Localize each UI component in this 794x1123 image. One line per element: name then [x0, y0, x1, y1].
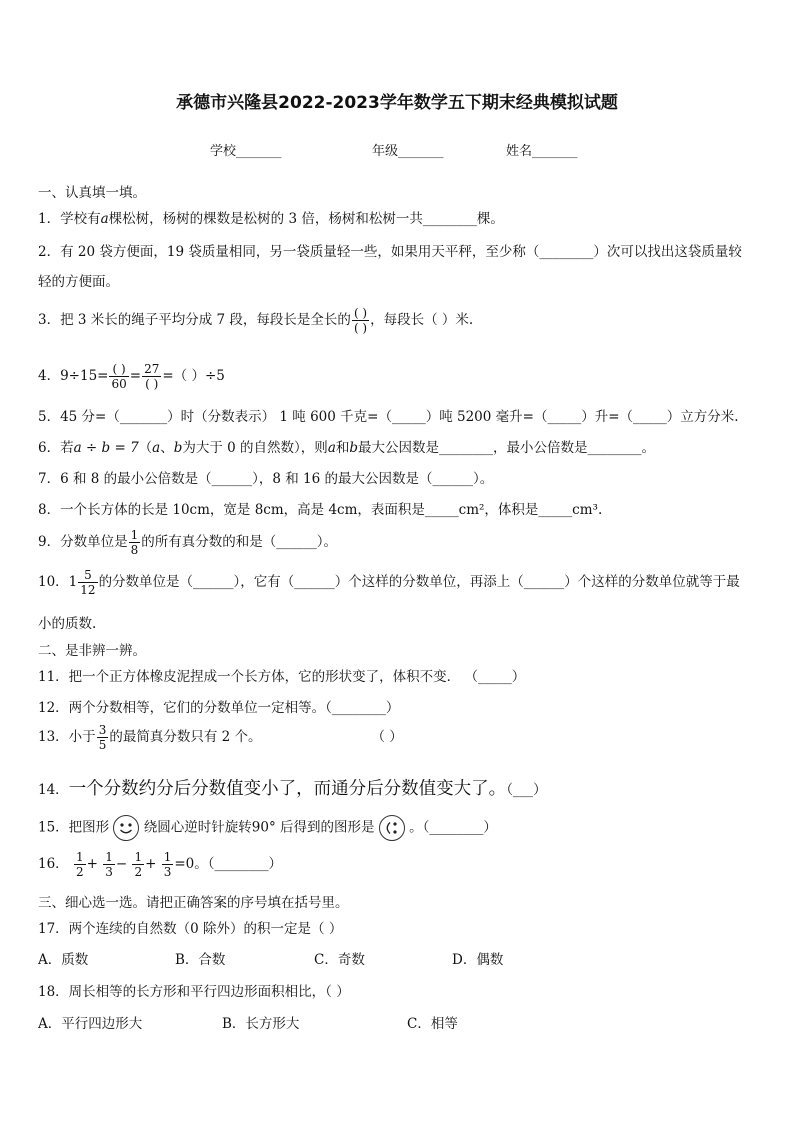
page-title: 承德市兴隆县2022-2023学年数学五下期末经典模拟试题 [176, 93, 618, 113]
fraction: $\frac{1}{3}$ [163, 850, 172, 879]
fraction: $\frac{( )}{60}$ [111, 362, 127, 391]
option-a: A．平行四边形大 [38, 1016, 143, 1032]
question-12: 12．两个分数相等，它们的分数单位一定相等。（________） [38, 700, 400, 716]
question-13: 13．小于 $\frac{3}{5}$ 的最简真分数只有 2 个。 （ ） [38, 723, 403, 752]
fraction: $\frac{1}{2}$ [134, 850, 143, 879]
fraction: $\frac{3}{5}$ [98, 723, 107, 752]
fraction: $\frac{5}{12}$ [80, 568, 96, 597]
option-c: C．相等 [407, 1016, 458, 1032]
question-16: 16． $\frac{1}{2}$ + $\frac{1}{3}$ − $\frac{1}{2}$ + $\frac{1}{3}$ =0。（________） [38, 850, 283, 879]
option-b: B．长方形大 [222, 1016, 300, 1032]
section-3-heading: 三、细心选一选。请把正确答案的序号填在括号里。 [38, 895, 349, 911]
name-field: 姓名_______ [506, 144, 578, 159]
fraction: $\frac{1}{3}$ [105, 850, 113, 879]
question-17: 17．两个连续的自然数（0 除外）的积一定是（ ） [38, 921, 343, 937]
question-14: 14．一个分数约分后分数值变小了，而通分后分数值变大了。（___） [38, 779, 547, 799]
question-3: 3．把 3 米长的绳子平均分成 7 段，每段长是全长的 $\frac{( )}{( )}$ ，每段长（ ）米. [38, 306, 474, 335]
question-10: 10．1 $\frac{5}{12}$ 的分数单位是（______），它有（______）个这样的分数单位，再添上（______）个这样的分数单位就等于最 [38, 568, 740, 597]
fraction: $\frac{1}{2}$ [75, 850, 84, 879]
section-2-heading: 二、是非辨一辨。 [38, 643, 146, 659]
question-9: 9．分数单位是 $\frac{1}{8}$ 的所有真分数的和是（______）。 [38, 528, 337, 557]
rotated-face-icon [379, 815, 405, 841]
question-2-continued: 轻的方便面。 [38, 274, 119, 290]
fraction: $\frac{( )}{( )}$ [353, 306, 368, 335]
question-5: 5．45 分=（_______）时（分数表示） 1 吨 600 千克=（_____）吨 5200 毫升=（_____）升=（_____）立方分米. [38, 409, 739, 425]
question-4: 4．9÷15= $\frac{( )}{60}$ = $\frac{27}{( )}$ =（ ）÷5 [38, 362, 225, 391]
option-c: C．奇数 [314, 952, 365, 968]
option-b: B．合数 [175, 952, 226, 968]
school-field: 学校_______ [210, 144, 282, 159]
fraction: $\frac{1}{8}$ [130, 528, 139, 557]
smiley-face-icon [113, 815, 139, 841]
section-1-heading: 一、认真填一填。 [38, 185, 146, 201]
question-18: 18．周长相等的长方形和平行四边形面积相比，（ ） [38, 984, 350, 1000]
question-2: 2．有 20 袋方便面，19 袋质量相同，另一袋质量轻一些，如果用天平秤，至少称（________）次可以找出这袋质量较 [38, 244, 742, 260]
question-15: 15．把图形 绕圆心逆时针旋转90° 后得到的图形是 。（________） [38, 815, 497, 841]
grade-field: 年级_______ [372, 144, 444, 159]
option-a: A．质数 [38, 952, 89, 968]
question-8: 8．一个长方体的长是 10cm，宽是 8cm，高是 4cm，表面积是_____cm²，体积是_____cm³. [38, 502, 603, 518]
question-10-continued: 小的质数. [38, 616, 97, 632]
question-11: 11．把一个正方体橡皮泥捏成一个长方体，它的形状变了，体积不变． （_____） [38, 669, 526, 685]
fraction: $\frac{27}{( )}$ [144, 362, 160, 391]
question-7: 7．6 和 8 的最小公倍数是（______），8 和 16 的最大公因数是（______）。 [38, 471, 494, 487]
question-1: 1．学校有a棵松树，杨树的棵数是松树的 3 倍，杨树和松树一共________棵。 [38, 211, 504, 227]
question-6: 6．若a ÷ b = 7（a、b为大于 0 的自然数），则a和b最大公因数是________，最小公倍数是________。 [38, 440, 656, 456]
option-d: D．偶数 [452, 952, 504, 968]
